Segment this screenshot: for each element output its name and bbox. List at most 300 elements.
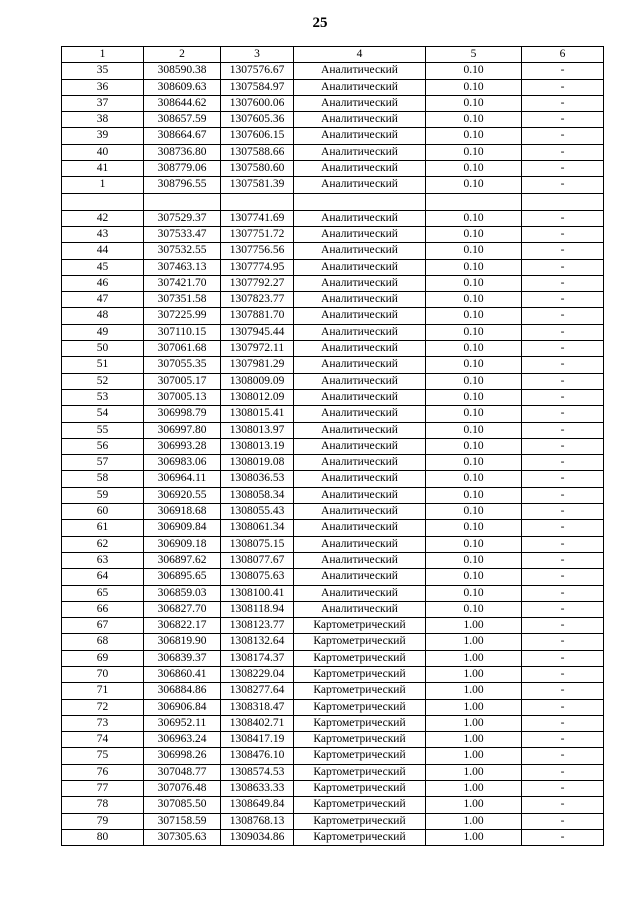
table-row (62, 683, 604, 699)
table-row (62, 95, 604, 111)
x-coordinate-cell: 306827.70 (144, 601, 221, 617)
x-coordinate-cell: 308609.63 (144, 79, 221, 95)
table-row (62, 161, 604, 177)
y-coordinate-cell: 1308402.71 (221, 715, 294, 731)
accuracy-cell: 1.00 (426, 764, 522, 780)
method-cell: Аналитический (294, 144, 426, 160)
y-coordinate-cell: 1308058.34 (221, 487, 294, 503)
accuracy-cell: 0.10 (426, 585, 522, 601)
point-number-cell: 67 (62, 618, 144, 634)
table-row (62, 650, 604, 666)
y-coordinate-cell: 1308277.64 (221, 683, 294, 699)
method-cell: Аналитический (294, 275, 426, 291)
y-coordinate-cell: 1308318.47 (221, 699, 294, 715)
point-number-cell: 51 (62, 357, 144, 373)
header-row (62, 47, 604, 63)
accuracy-cell: 0.10 (426, 406, 522, 422)
note-cell: - (522, 748, 604, 764)
point-number-cell: 49 (62, 324, 144, 340)
method-cell: Картометрический (294, 699, 426, 715)
point-number-cell: 79 (62, 813, 144, 829)
accuracy-cell: 0.10 (426, 552, 522, 568)
table-row (62, 732, 604, 748)
accuracy-cell: 0.10 (426, 422, 522, 438)
method-cell: Аналитический (294, 324, 426, 340)
point-number-cell: 47 (62, 292, 144, 308)
table-row (62, 389, 604, 405)
y-coordinate-cell: 1307756.56 (221, 243, 294, 259)
method-cell: Аналитический (294, 357, 426, 373)
y-coordinate-cell: 1307606.15 (221, 128, 294, 144)
accuracy-cell: 0.10 (426, 243, 522, 259)
note-cell: - (522, 308, 604, 324)
accuracy-cell: 0.10 (426, 471, 522, 487)
method-cell: Картометрический (294, 618, 426, 634)
x-coordinate-cell: 306909.18 (144, 536, 221, 552)
method-cell: Аналитический (294, 422, 426, 438)
accuracy-cell: 0.10 (426, 487, 522, 503)
table-row (62, 422, 604, 438)
y-coordinate-cell: 1308075.63 (221, 569, 294, 585)
empty-cell (426, 193, 522, 210)
point-number-cell: 36 (62, 79, 144, 95)
table-row (62, 128, 604, 144)
note-cell: - (522, 797, 604, 813)
point-number-cell: 66 (62, 601, 144, 617)
table-row (62, 357, 604, 373)
x-coordinate-cell: 307351.58 (144, 292, 221, 308)
x-coordinate-cell: 306997.80 (144, 422, 221, 438)
note-cell: - (522, 389, 604, 405)
note-cell: - (522, 536, 604, 552)
accuracy-cell: 0.10 (426, 79, 522, 95)
method-cell: Аналитический (294, 585, 426, 601)
table-row (62, 292, 604, 308)
table-row (62, 781, 604, 797)
y-coordinate-cell: 1307605.36 (221, 112, 294, 128)
table-row (62, 144, 604, 160)
accuracy-cell: 0.10 (426, 373, 522, 389)
method-cell: Аналитический (294, 243, 426, 259)
point-number-cell: 38 (62, 112, 144, 128)
method-cell: Аналитический (294, 406, 426, 422)
x-coordinate-cell: 306998.79 (144, 406, 221, 422)
y-coordinate-cell: 1308019.08 (221, 455, 294, 471)
point-number-cell: 1 (62, 177, 144, 193)
page-number: 25 (312, 15, 328, 31)
point-number-cell: 35 (62, 63, 144, 79)
accuracy-cell: 0.10 (426, 226, 522, 242)
y-coordinate-cell: 1308013.97 (221, 422, 294, 438)
method-cell: Картометрический (294, 797, 426, 813)
y-coordinate-cell: 1308229.04 (221, 666, 294, 682)
x-coordinate-cell: 306897.62 (144, 552, 221, 568)
table-row (62, 210, 604, 226)
x-coordinate-cell: 307005.17 (144, 373, 221, 389)
x-coordinate-cell: 306839.37 (144, 650, 221, 666)
method-cell: Картометрический (294, 781, 426, 797)
y-coordinate-cell: 1308036.53 (221, 471, 294, 487)
table-row (62, 471, 604, 487)
y-coordinate-cell: 1308009.09 (221, 373, 294, 389)
note-cell: - (522, 324, 604, 340)
x-coordinate-cell: 307076.48 (144, 781, 221, 797)
point-number-cell: 62 (62, 536, 144, 552)
point-number-cell: 71 (62, 683, 144, 699)
accuracy-cell: 0.10 (426, 389, 522, 405)
x-coordinate-cell: 307055.35 (144, 357, 221, 373)
table-row (62, 259, 604, 275)
method-cell: Аналитический (294, 569, 426, 585)
x-coordinate-cell: 307110.15 (144, 324, 221, 340)
note-cell: - (522, 683, 604, 699)
point-number-cell: 76 (62, 764, 144, 780)
method-cell: Картометрический (294, 683, 426, 699)
table-row (62, 552, 604, 568)
point-number-cell: 39 (62, 128, 144, 144)
note-cell: - (522, 732, 604, 748)
method-cell: Картометрический (294, 829, 426, 845)
method-cell: Картометрический (294, 732, 426, 748)
y-coordinate-cell: 1308574.53 (221, 764, 294, 780)
accuracy-cell: 1.00 (426, 715, 522, 731)
y-coordinate-cell: 1307881.70 (221, 308, 294, 324)
point-number-cell: 37 (62, 95, 144, 111)
x-coordinate-cell: 307158.59 (144, 813, 221, 829)
note-cell: - (522, 144, 604, 160)
note-cell: - (522, 406, 604, 422)
x-coordinate-cell: 308736.80 (144, 144, 221, 160)
table-row (62, 504, 604, 520)
x-coordinate-cell: 306993.28 (144, 438, 221, 454)
x-coordinate-cell: 308657.59 (144, 112, 221, 128)
table-row (62, 275, 604, 291)
table-row (62, 618, 604, 634)
table-body (62, 47, 604, 846)
x-coordinate-cell: 306884.86 (144, 683, 221, 699)
y-coordinate-cell: 1308118.94 (221, 601, 294, 617)
method-cell: Аналитический (294, 373, 426, 389)
y-coordinate-cell: 1308476.10 (221, 748, 294, 764)
note-cell: - (522, 95, 604, 111)
y-coordinate-cell: 1307945.44 (221, 324, 294, 340)
point-number-cell: 78 (62, 797, 144, 813)
x-coordinate-cell: 306964.11 (144, 471, 221, 487)
method-cell: Картометрический (294, 666, 426, 682)
point-number-cell: 70 (62, 666, 144, 682)
accuracy-cell: 0.10 (426, 308, 522, 324)
y-coordinate-cell: 1308417.19 (221, 732, 294, 748)
accuracy-cell: 1.00 (426, 748, 522, 764)
y-coordinate-cell: 1308633.33 (221, 781, 294, 797)
method-cell: Аналитический (294, 292, 426, 308)
accuracy-cell: 0.10 (426, 95, 522, 111)
method-cell: Аналитический (294, 63, 426, 79)
note-cell: - (522, 715, 604, 731)
note-cell: - (522, 569, 604, 585)
header-cell-4: 4 (294, 47, 426, 63)
point-number-cell: 52 (62, 373, 144, 389)
method-cell: Картометрический (294, 650, 426, 666)
point-number-cell: 44 (62, 243, 144, 259)
header-cell-3: 3 (221, 47, 294, 63)
y-coordinate-cell: 1308012.09 (221, 389, 294, 405)
accuracy-cell: 0.10 (426, 128, 522, 144)
point-number-cell: 64 (62, 569, 144, 585)
method-cell: Аналитический (294, 552, 426, 568)
y-coordinate-cell: 1308174.37 (221, 650, 294, 666)
note-cell: - (522, 373, 604, 389)
note-cell: - (522, 585, 604, 601)
method-cell: Аналитический (294, 128, 426, 144)
x-coordinate-cell: 306906.84 (144, 699, 221, 715)
method-cell: Аналитический (294, 226, 426, 242)
note-cell: - (522, 275, 604, 291)
note-cell: - (522, 112, 604, 128)
header-cell-1: 1 (62, 47, 144, 63)
method-cell: Аналитический (294, 487, 426, 503)
note-cell: - (522, 226, 604, 242)
note-cell: - (522, 504, 604, 520)
table-row (62, 764, 604, 780)
accuracy-cell: 0.10 (426, 504, 522, 520)
empty-cell (144, 193, 221, 210)
point-number-cell: 61 (62, 520, 144, 536)
x-coordinate-cell: 307225.99 (144, 308, 221, 324)
table-row (62, 829, 604, 845)
point-number-cell: 41 (62, 161, 144, 177)
table-row (62, 243, 604, 259)
method-cell: Картометрический (294, 813, 426, 829)
note-cell: - (522, 341, 604, 357)
accuracy-cell: 0.10 (426, 177, 522, 193)
y-coordinate-cell: 1308768.13 (221, 813, 294, 829)
method-cell: Аналитический (294, 210, 426, 226)
accuracy-cell: 0.10 (426, 63, 522, 79)
accuracy-cell: 0.10 (426, 112, 522, 128)
point-number-cell: 48 (62, 308, 144, 324)
accuracy-cell: 0.10 (426, 438, 522, 454)
note-cell: - (522, 471, 604, 487)
note-cell: - (522, 487, 604, 503)
x-coordinate-cell: 308779.06 (144, 161, 221, 177)
empty-cell (62, 193, 144, 210)
table-row (62, 373, 604, 389)
header-cell-5: 5 (426, 47, 522, 63)
note-cell: - (522, 829, 604, 845)
y-coordinate-cell: 1307600.06 (221, 95, 294, 111)
point-number-cell: 65 (62, 585, 144, 601)
method-cell: Картометрический (294, 764, 426, 780)
point-number-cell: 72 (62, 699, 144, 715)
point-number-cell: 43 (62, 226, 144, 242)
x-coordinate-cell: 307533.47 (144, 226, 221, 242)
accuracy-cell: 0.10 (426, 341, 522, 357)
point-number-cell: 69 (62, 650, 144, 666)
table-row (62, 520, 604, 536)
point-number-cell: 80 (62, 829, 144, 845)
y-coordinate-cell: 1307588.66 (221, 144, 294, 160)
table-row (62, 487, 604, 503)
y-coordinate-cell: 1307792.27 (221, 275, 294, 291)
note-cell: - (522, 161, 604, 177)
point-number-cell: 56 (62, 438, 144, 454)
point-number-cell: 53 (62, 389, 144, 405)
accuracy-cell: 1.00 (426, 813, 522, 829)
table-row (62, 324, 604, 340)
x-coordinate-cell: 307421.70 (144, 275, 221, 291)
accuracy-cell: 0.10 (426, 520, 522, 536)
y-coordinate-cell: 1307981.29 (221, 357, 294, 373)
method-cell: Картометрический (294, 715, 426, 731)
method-cell: Аналитический (294, 112, 426, 128)
accuracy-cell: 1.00 (426, 699, 522, 715)
y-coordinate-cell: 1307741.69 (221, 210, 294, 226)
note-cell: - (522, 422, 604, 438)
table-row (62, 455, 604, 471)
table-row (62, 666, 604, 682)
note-cell: - (522, 618, 604, 634)
x-coordinate-cell: 308796.55 (144, 177, 221, 193)
y-coordinate-cell: 1307972.11 (221, 341, 294, 357)
accuracy-cell: 0.10 (426, 275, 522, 291)
note-cell: - (522, 455, 604, 471)
accuracy-cell: 0.10 (426, 292, 522, 308)
note-cell: - (522, 552, 604, 568)
note-cell: - (522, 357, 604, 373)
table-row (62, 569, 604, 585)
point-number-cell: 42 (62, 210, 144, 226)
accuracy-cell: 1.00 (426, 781, 522, 797)
method-cell: Картометрический (294, 634, 426, 650)
point-number-cell: 57 (62, 455, 144, 471)
x-coordinate-cell: 306998.26 (144, 748, 221, 764)
x-coordinate-cell: 308664.67 (144, 128, 221, 144)
table-row (62, 813, 604, 829)
accuracy-cell: 0.10 (426, 324, 522, 340)
table-row (62, 112, 604, 128)
y-coordinate-cell: 1307580.60 (221, 161, 294, 177)
table-row (62, 748, 604, 764)
method-cell: Аналитический (294, 95, 426, 111)
point-number-cell: 59 (62, 487, 144, 503)
accuracy-cell: 1.00 (426, 634, 522, 650)
y-coordinate-cell: 1308075.15 (221, 536, 294, 552)
x-coordinate-cell: 306819.90 (144, 634, 221, 650)
point-number-cell: 46 (62, 275, 144, 291)
method-cell: Аналитический (294, 389, 426, 405)
group-separator-row (62, 193, 604, 210)
x-coordinate-cell: 307061.68 (144, 341, 221, 357)
x-coordinate-cell: 306822.17 (144, 618, 221, 634)
point-number-cell: 50 (62, 341, 144, 357)
point-number-cell: 75 (62, 748, 144, 764)
y-coordinate-cell: 1308077.67 (221, 552, 294, 568)
y-coordinate-cell: 1307576.67 (221, 63, 294, 79)
y-coordinate-cell: 1308015.41 (221, 406, 294, 422)
y-coordinate-cell: 1308055.43 (221, 504, 294, 520)
x-coordinate-cell: 306909.84 (144, 520, 221, 536)
accuracy-cell: 1.00 (426, 797, 522, 813)
note-cell: - (522, 79, 604, 95)
method-cell: Аналитический (294, 259, 426, 275)
accuracy-cell: 0.10 (426, 259, 522, 275)
accuracy-cell: 1.00 (426, 650, 522, 666)
x-coordinate-cell: 308644.62 (144, 95, 221, 111)
empty-cell (522, 193, 604, 210)
y-coordinate-cell: 1308100.41 (221, 585, 294, 601)
note-cell: - (522, 243, 604, 259)
x-coordinate-cell: 308590.38 (144, 63, 221, 79)
method-cell: Аналитический (294, 504, 426, 520)
table-row (62, 585, 604, 601)
method-cell: Аналитический (294, 536, 426, 552)
point-number-cell: 40 (62, 144, 144, 160)
x-coordinate-cell: 306918.68 (144, 504, 221, 520)
table-row (62, 715, 604, 731)
point-number-cell: 74 (62, 732, 144, 748)
method-cell: Аналитический (294, 520, 426, 536)
point-number-cell: 63 (62, 552, 144, 568)
accuracy-cell: 0.10 (426, 210, 522, 226)
point-number-cell: 58 (62, 471, 144, 487)
table-row (62, 341, 604, 357)
point-number-cell: 54 (62, 406, 144, 422)
y-coordinate-cell: 1307584.97 (221, 79, 294, 95)
accuracy-cell: 0.10 (426, 161, 522, 177)
table-row (62, 601, 604, 617)
point-number-cell: 73 (62, 715, 144, 731)
method-cell: Аналитический (294, 455, 426, 471)
note-cell: - (522, 259, 604, 275)
point-number-cell: 68 (62, 634, 144, 650)
x-coordinate-cell: 306952.11 (144, 715, 221, 731)
x-coordinate-cell: 307529.37 (144, 210, 221, 226)
point-number-cell: 45 (62, 259, 144, 275)
table-row (62, 63, 604, 79)
note-cell: - (522, 292, 604, 308)
note-cell: - (522, 177, 604, 193)
table-row (62, 226, 604, 242)
x-coordinate-cell: 306963.24 (144, 732, 221, 748)
accuracy-cell: 0.10 (426, 144, 522, 160)
table-row (62, 536, 604, 552)
y-coordinate-cell: 1308132.64 (221, 634, 294, 650)
note-cell: - (522, 650, 604, 666)
y-coordinate-cell: 1308013.19 (221, 438, 294, 454)
note-cell: - (522, 601, 604, 617)
y-coordinate-cell: 1308649.84 (221, 797, 294, 813)
table-row (62, 79, 604, 95)
accuracy-cell: 1.00 (426, 683, 522, 699)
accuracy-cell: 0.10 (426, 601, 522, 617)
header-cell-6: 6 (522, 47, 604, 63)
x-coordinate-cell: 307048.77 (144, 764, 221, 780)
table-row (62, 308, 604, 324)
x-coordinate-cell: 307532.55 (144, 243, 221, 259)
accuracy-cell: 1.00 (426, 732, 522, 748)
table-row (62, 797, 604, 813)
accuracy-cell: 0.10 (426, 455, 522, 471)
table-row (62, 438, 604, 454)
x-coordinate-cell: 307085.50 (144, 797, 221, 813)
x-coordinate-cell: 306859.03 (144, 585, 221, 601)
note-cell: - (522, 210, 604, 226)
method-cell: Картометрический (294, 748, 426, 764)
point-number-cell: 60 (62, 504, 144, 520)
empty-cell (221, 193, 294, 210)
accuracy-cell: 1.00 (426, 829, 522, 845)
